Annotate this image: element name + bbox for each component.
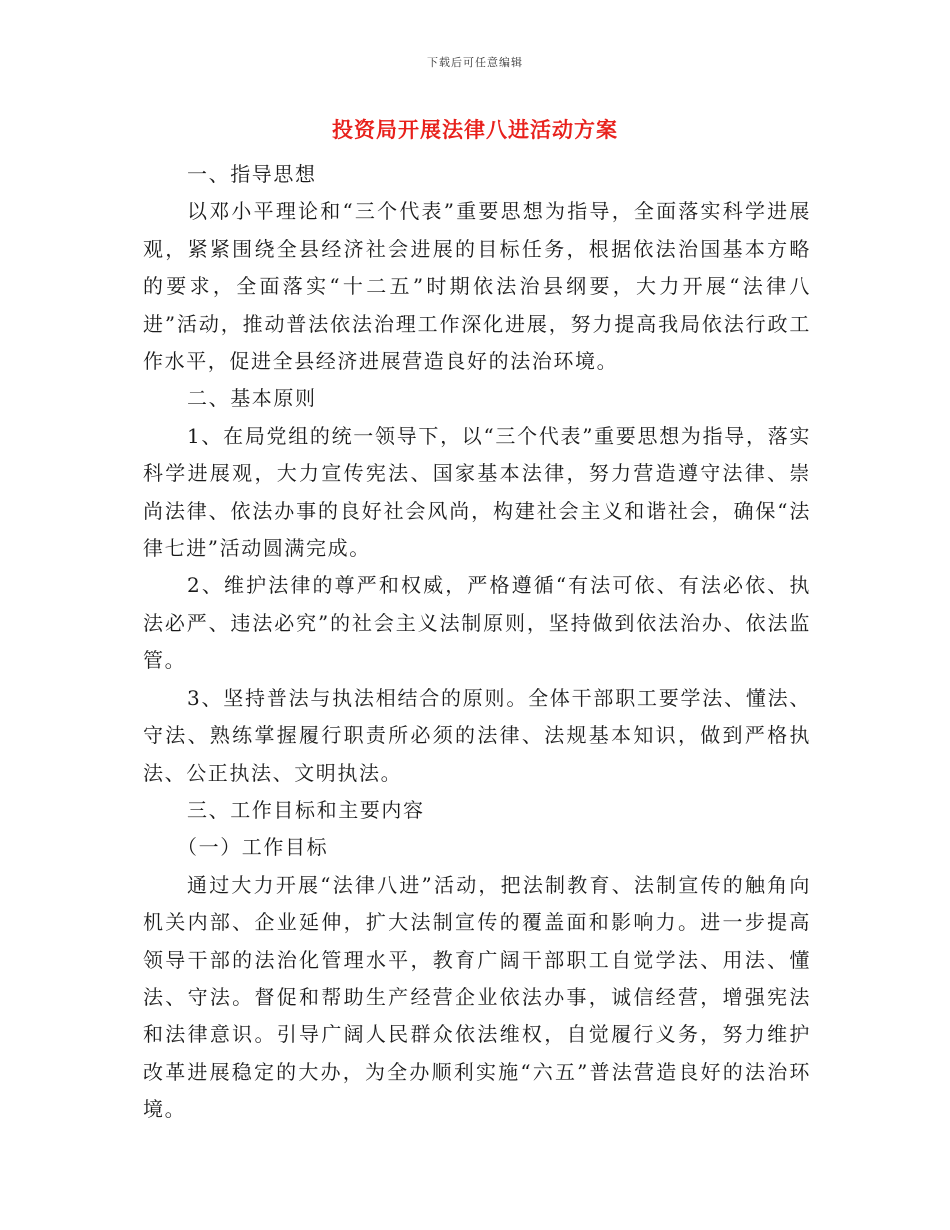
- paragraph-guiding-ideology: 以邓小平理论和“三个代表”重要思想为指导，全面落实科学进展观，紧紧围绕全县经济社会进展的目标任务，根据依法治国基本方略的要求，全面落实“十二五”时期依法治县纲要，大力开展“法律八进”活动，推动普法依法治理工作深化进展，努力提高我局依法行政工作水平，促进全县经济进展营造良好的法治环境。: [143, 199, 811, 374]
- document-title: 投资局开展法律八进活动方案: [332, 117, 618, 142]
- paragraph-work-goals: 通过大力开展“法律八进”活动，把法制教育、法制宣传的触角向机关内部、企业延伸，扩大法制宣传的覆盖面和影响力。进一步提高领导干部的法治化管理水平，教育广阔干部职工自觉学法、用法、懂法、守法。督促和帮助生产经营企业依法办事，诚信经营，增强宪法和法律意识。引导广阔人民群众依法维权，自觉履行义务，努力维护改革进展稳定的大办，为全办顺利实施“六五”普法营造良好的法治环境。: [143, 872, 811, 1122]
- subsection-heading-work-goals: （一）工作目标: [177, 835, 329, 860]
- document-body: [143, 156, 811, 1129]
- paragraph-principle-2: 2、维护法律的尊严和权威，严格遵循“有法可依、有法必依、执法必严、违法必究”的社会主义法制原则，坚持做到依法治办、依法监管。: [143, 573, 811, 673]
- paragraph-principle-3: 3、坚持普法与执法相结合的原则。全体干部职工要学法、懂法、守法、熟练掌握履行职责所必须的法律、法规基本知识，做到严格执法、公正执法、文明执法。: [143, 685, 811, 785]
- section-heading-goals-content: 三、工作目标和主要内容: [187, 797, 425, 822]
- section-heading-basic-principles: 二、基本原则: [187, 386, 317, 411]
- paragraph-principle-1: 1、在局党组的统一领导下，以“三个代表”重要思想为指导，落实科学进展观，大力宣传宪法、国家基本法律，努力营造遵守法律、崇尚法律、依法办事的良好社会风尚，构建社会主义和谐社会，确保“法律七进”活动圆满完成。: [143, 423, 811, 561]
- header-note: 下载后可任意编辑: [427, 56, 523, 69]
- section-heading-guiding-ideology: 一、指导思想: [187, 162, 317, 186]
